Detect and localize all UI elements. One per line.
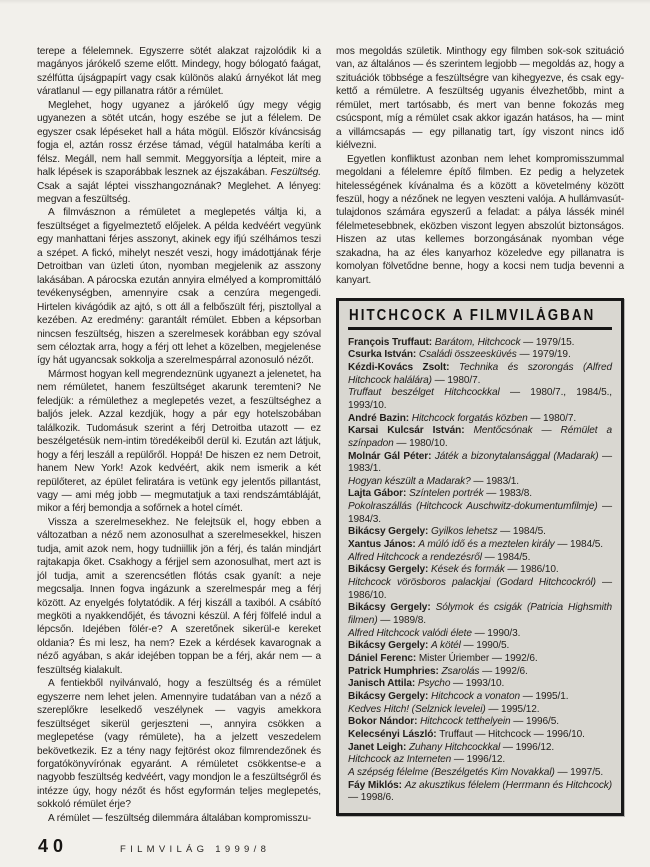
bibliography-entry (348, 501, 612, 526)
text-run: — 1979/15. (520, 336, 575, 348)
text-run: Színtelen portrék (408, 488, 484, 500)
text-run: Az akusztikus félelem (Herrmann és Hitchcock) (404, 779, 612, 791)
bibliography-entry (348, 362, 612, 387)
text-run: — 1992/6. (479, 665, 528, 677)
text-run: Bikácsy Gergely: (348, 564, 432, 576)
text-run: — 1980/7., 1984/5., 1993/10. (348, 387, 612, 411)
page-columns (37, 45, 624, 825)
text-run: — 1984/5. (554, 539, 604, 551)
text-run: — 1984/5. (497, 526, 546, 538)
text-run: A filmvásznon a rémületet a meglepetés váltja ki, a feszültséget a figyelmeztető előjelek. A példa kedvéért vegyünk egy manhattani férjes asszonyt, akinek egy ifjú szélhámos teszi a szépet. A fickó, mihelyt neszét veszi, hogy imádottjának férje Detroitban van üzleti úton, nyomban megjelenik az asszony lakásában. A párocska ezután annyira elmélyed a kompromittáló tevékenységben, amennyire csak a cenzúra megengedi. Hirtelen kivágódik az ajtó, s ott áll a felbőszült férj, pisztollyal a kezében. Az eredmény: garantált rémület. Ebben a képsorban nincsen feszültség, hiszen a szerelmesek korábban egy szóval sem céloztak arra, hogy a férj ott lehet a közelben, megjelenése így hát ugyancsak sokkolja a szerelmespárral azonosuló nézőt. (37, 207, 321, 367)
text-run: Lajta Gábor: (348, 488, 409, 500)
bibliography-entry (348, 754, 612, 767)
body-paragraph (37, 812, 321, 825)
bibliography-entry (348, 337, 612, 350)
text-run: Janisch Attila: (348, 678, 418, 690)
bibliography-entry (348, 488, 612, 501)
text-run: mos megoldás születik. Minthogy egy filmben sok-sok szituáció van, az általános — és szerintem legjobb — megoldás az, hogy a szituációk többsége a feszültségre van kihegyezve, és csak egy-kettő a rémületre. A feszültség ugyanis élvezhetőbb, mint a rémület, mert tartósabb, és mert van benne fokozás meg csúcspont, míg a rémület csak akkor igazán hatásos, ha — mint a villámcsapás — egy pillanatig tart, így viszont nincs idő kiélvezni. (336, 46, 624, 152)
right-column-text (336, 45, 624, 287)
text-run: — 1990/3. (471, 627, 521, 639)
magazine-name: FILMVILÁG 1999/8 (120, 844, 271, 856)
text-run: — 1979/19. (516, 349, 571, 361)
text-run: A kötél (431, 640, 461, 652)
bibliography-entry (348, 387, 612, 412)
text-run: Bokor Nándor: (348, 716, 421, 728)
bibliography-entry (348, 780, 612, 805)
text-run: Egyetlen konfliktust azonban nem lehet kompromisszummal megoldani a félelemre építő filmben. Ez pedig a helyzetek hitelességének kívánalma és a között a követelmény között feszül, hogy a nézőnek ne legyen veszteni valója. A hullámvasút-tulajdonos számára egyszerű a feladat: a pálya lássék minél félelmetesebbnek, eközben viszont legyen abszolút biztonságos. Hiszen az utas kellemes borzongásának nyomban vége szakadna, ha az éles kanyarhoz közeledve egy pillanatra is komolyan fölvetődne benne, hogy a kocsi nem tudja bevenni a kanyart. (336, 153, 624, 286)
text-run: — 1990/5. (460, 640, 510, 652)
text-run: — 1997/5. (554, 766, 604, 778)
bibliography-entry (348, 476, 612, 489)
text-run: Pokolraszállás (Hitchcock Auschwitz-dokumentumfilmje) (348, 501, 598, 513)
text-run: Xantus János: (348, 539, 419, 551)
text-run: Csurka István: (348, 349, 419, 361)
bibliography-entry (348, 413, 612, 426)
bibliography-entry (348, 602, 612, 627)
text-run: — 1996/5. (510, 716, 559, 728)
text-run: — 1980/10. (393, 437, 448, 449)
text-run: — 1996/12. (500, 741, 555, 753)
text-run: Truffaut beszélget Hitchcockkal (348, 387, 500, 399)
text-run: Zuhany Hitchcockkal (408, 741, 501, 753)
text-run: Játék a bizonytalansággal (Madarak) (434, 450, 599, 462)
text-run: Családi összeesküvés (418, 349, 517, 361)
bibliography-entry (348, 653, 612, 666)
bibliography-entry (348, 666, 612, 679)
text-run: Meglehet, hogy ugyanez a járókelő úgy megy végig ugyanezen a sötét utcán, hogy eszébe se jut a félelem. De egyszer csak lépéseket hall a háta mögül. Először kíváncsiság fogja el, aztán rossz érzése támad, végül hatalmába keríti a félsz. Megáll, nem hall semmit. Meggyorsítja a lépteit, mire a halk lépések is szaporábbak lesznek az éjszakában. (37, 99, 321, 179)
body-paragraph (37, 516, 321, 677)
text-run: — 1995/1. (520, 690, 569, 702)
right-column (336, 45, 624, 816)
page-footer (37, 836, 624, 857)
text-run: — 1995/12. (485, 703, 540, 715)
box-title-rule (348, 307, 612, 329)
text-run: Csak a saját léptei visszhangoznának? Meglehet. A lényeg: megvan a feszültség. (37, 180, 321, 205)
bibliography-entry (348, 451, 612, 476)
bibliography-entry (348, 729, 612, 742)
text-run: Dániel Ferenc: (348, 653, 419, 665)
text-run: Zsarolás (441, 665, 480, 677)
text-run: — 1980/7. (431, 374, 481, 386)
text-run: — 1983/1. (348, 450, 612, 475)
body-paragraph (37, 677, 321, 812)
text-run: Hitchcock forgatás közben (411, 412, 528, 424)
text-run: — 1989/8. (377, 615, 426, 627)
text-run: terepe a félelemnek. Egyszerre sötét alakzat rajzolódik ki a magányos járókelő szeme előtt. Mindegy, hogy bólogató faágat, szélfútta újságpapírt vagy csak különös alakú árnyékot lát meg váratlanul — egy pillanatra rátör a rémület. (37, 46, 321, 98)
text-run: Karsai Kulcsár István: (348, 425, 474, 437)
text-run: Hitchcock a vonaton (431, 690, 521, 702)
text-run: Sólymok és csigák (Patricia Highsmith filmen) (348, 602, 613, 627)
bibliography-entry (348, 704, 612, 717)
text-run: A rémület — feszültség dilemmára általában kompromisszu- (48, 812, 312, 824)
text-run: Mármost hogyan kell megrendeznünk ugyanezt a jelenetet, ha nem rémületet, hanem feszültséget akarunk teremteni? Ne feledjük: a rémülethez a meglepetés vezet, a feszültséghez a baljós jelek. Azzal kezdjük, hogy a pár egy hotelszobában találkozik. Tudomásuk szerint a férj Detroitba utazott — ez beszélgetésük nem-intim töredékeiből derül ki. Ezután azt látjuk, hogy a férj leszáll a repülőről. Hoppá! De hiszen ez nem Detroit, hanem New York! Azok kedvéért, akik nem ismerik a két repülőteret, az épület feliratára is vetünk egy jelentős pillantást, vagy — ami még jobb — megmutatjuk a taxi rendszámtábláját, mikor a férj bemondja a sofőrnek a hotel címét. (37, 368, 321, 515)
text-run: Technika és szorongás (Alfred Hitchcock halálára) (348, 361, 612, 386)
bibliography-entry (348, 526, 612, 539)
body-paragraph (37, 45, 321, 99)
text-run: Patrick Humphries: (348, 665, 442, 677)
text-run: Kedves Hitch! (Selznick levelei) (348, 703, 486, 715)
text-run: — 1996/12. (451, 754, 506, 766)
bibliography-entry (348, 691, 612, 704)
bibliography-entry (348, 640, 612, 653)
text-run: Kések és formák (431, 564, 505, 576)
text-run: Vissza a szerelmesekhez. Ne felejtsük el, hogy ebben a változatban a néző nem azonosulhat a szerelmesekkel, hiszen tudja, amit azok nem, hogy tudniillik jön a férj, és talán mindjárt rajtakapja őket. Csakhogy a férjjel sem azonosulhat, mert azt is jól tudja, amit a szerencsétlen flótás csak gyanít: a neje megcsalja. Innen fogva ingázunk a szerelmespár meg a férj között. Az enyelgés folytatódik. A férj kiszáll a taxiból. A csábító megköti a nyakkendőjét, és távozni készül. A férj fölfelé indul a lépcsőn. Idejében fölér-e? A szeretőnek sikerül-e kereket oldania? És mi lesz, ha nem? Ezek a kérdések kavarognak a néző agyában, s akár idejében toppan be a férj, akár nem — a feszültség kialakult. (37, 516, 321, 676)
text-run: Truffaut — Hitchcock — 1996/10. (439, 728, 585, 740)
text-run: A fentiekből nyilvánvaló, hogy a feszültség és a rémület egyszerre nem lehet jelen. Amennyire tudatában van a néző a szereplőkre leselkedő veszélynek — vagyis amekkora feszültséget sikerül gerjeszteni —, annyira csökken a meglepetése (vagy rémülete), ha a jelzett veszedelem bekövetkezik. Ez a tény nagy fejtörést okoz filmrendezőnek és forgatókönyvírónak egyaránt. A rémületet csökkentse-e a nagyobb feszültség kedvéért, vagy mondjon le a feszültségről és intézze úgy, hogy nézőt és hőst egyformán teljes meglepetés, sokkoló rémület érje? (37, 678, 321, 811)
bibliography-entry (348, 742, 612, 755)
text-run: A szépség félelme (Beszélgetés Kim Novakkal) (348, 766, 555, 778)
text-run: Bikácsy Gergely: (348, 640, 432, 652)
text-run: — 1983/1. (470, 475, 520, 487)
text-run: Kelecsényi László: (348, 728, 440, 740)
body-paragraph (37, 368, 321, 516)
text-run: Feszültség. (270, 167, 321, 179)
text-run: Janet Leigh: (348, 741, 409, 753)
bibliography-entry (348, 425, 612, 450)
text-run: Barátom, Hitchcock (434, 336, 521, 348)
bibliography-entry (348, 716, 612, 729)
text-run: — 1984/3. (348, 501, 612, 525)
body-paragraph (37, 99, 321, 207)
text-run: André Bazin: (348, 412, 412, 424)
text-run: Hitchcock az Interneten (348, 754, 452, 766)
bibliography-entry (348, 767, 612, 780)
bibliography-entry (348, 678, 612, 691)
text-run: Hitchcock tetthelyein (420, 716, 511, 728)
page-number: 40 (38, 836, 69, 857)
text-run: Mister Úriember — 1992/6. (418, 653, 538, 665)
text-run: — 1986/10. (348, 577, 612, 601)
text-run: Bikácsy Gergely: (348, 526, 432, 538)
text-run: Hogyan készült a Madarak? (348, 475, 471, 487)
body-paragraph (336, 153, 624, 288)
text-run: Bikácsy Gergely: (348, 602, 436, 614)
text-run: François Truffaut: (348, 336, 435, 348)
bibliography-entry (348, 628, 612, 641)
text-run: Molnár Gál Péter: (348, 450, 435, 462)
text-run: — 1986/10. (504, 564, 559, 576)
text-run: Alfred Hitchcock valódi élete (348, 627, 472, 639)
text-run: — 1998/6. (348, 792, 394, 804)
text-run: Mentőcsónak — Rémület a színpadon (348, 425, 612, 449)
bibliography-entry (348, 577, 612, 602)
body-paragraph (336, 45, 624, 153)
text-run: Bikácsy Gergely: (348, 690, 432, 702)
text-run: Hitchcock vörösboros palackjai (Godard Hitchcockról) (348, 577, 596, 589)
hitchcock-filmography-box (336, 298, 624, 816)
bibliography-entry (348, 564, 612, 577)
bibliography-entry (348, 552, 612, 565)
text-run: Kézdi-Kovács Zsolt: (348, 361, 459, 373)
text-run: — 1983/8. (483, 488, 532, 500)
text-run: A múló idő és a meztelen király (418, 539, 555, 551)
body-paragraph (37, 206, 321, 367)
bibliography-entry-list (348, 337, 612, 805)
box-title: HITCHCOCK A FILMVILÁGBAN (349, 307, 596, 325)
text-run: Fáy Miklós: (348, 779, 405, 791)
text-run: Gyilkos lehetsz (431, 526, 498, 538)
text-run: Psycho (417, 678, 451, 690)
text-run: — 1980/7. (527, 412, 577, 424)
left-column (37, 45, 321, 825)
text-run: Alfred Hitchcock a rendezésről (348, 551, 482, 563)
text-run: — 1993/10. (450, 678, 505, 690)
text-run: — 1984/5. (481, 551, 531, 563)
bibliography-entry (348, 539, 612, 552)
bibliography-entry (348, 349, 612, 362)
